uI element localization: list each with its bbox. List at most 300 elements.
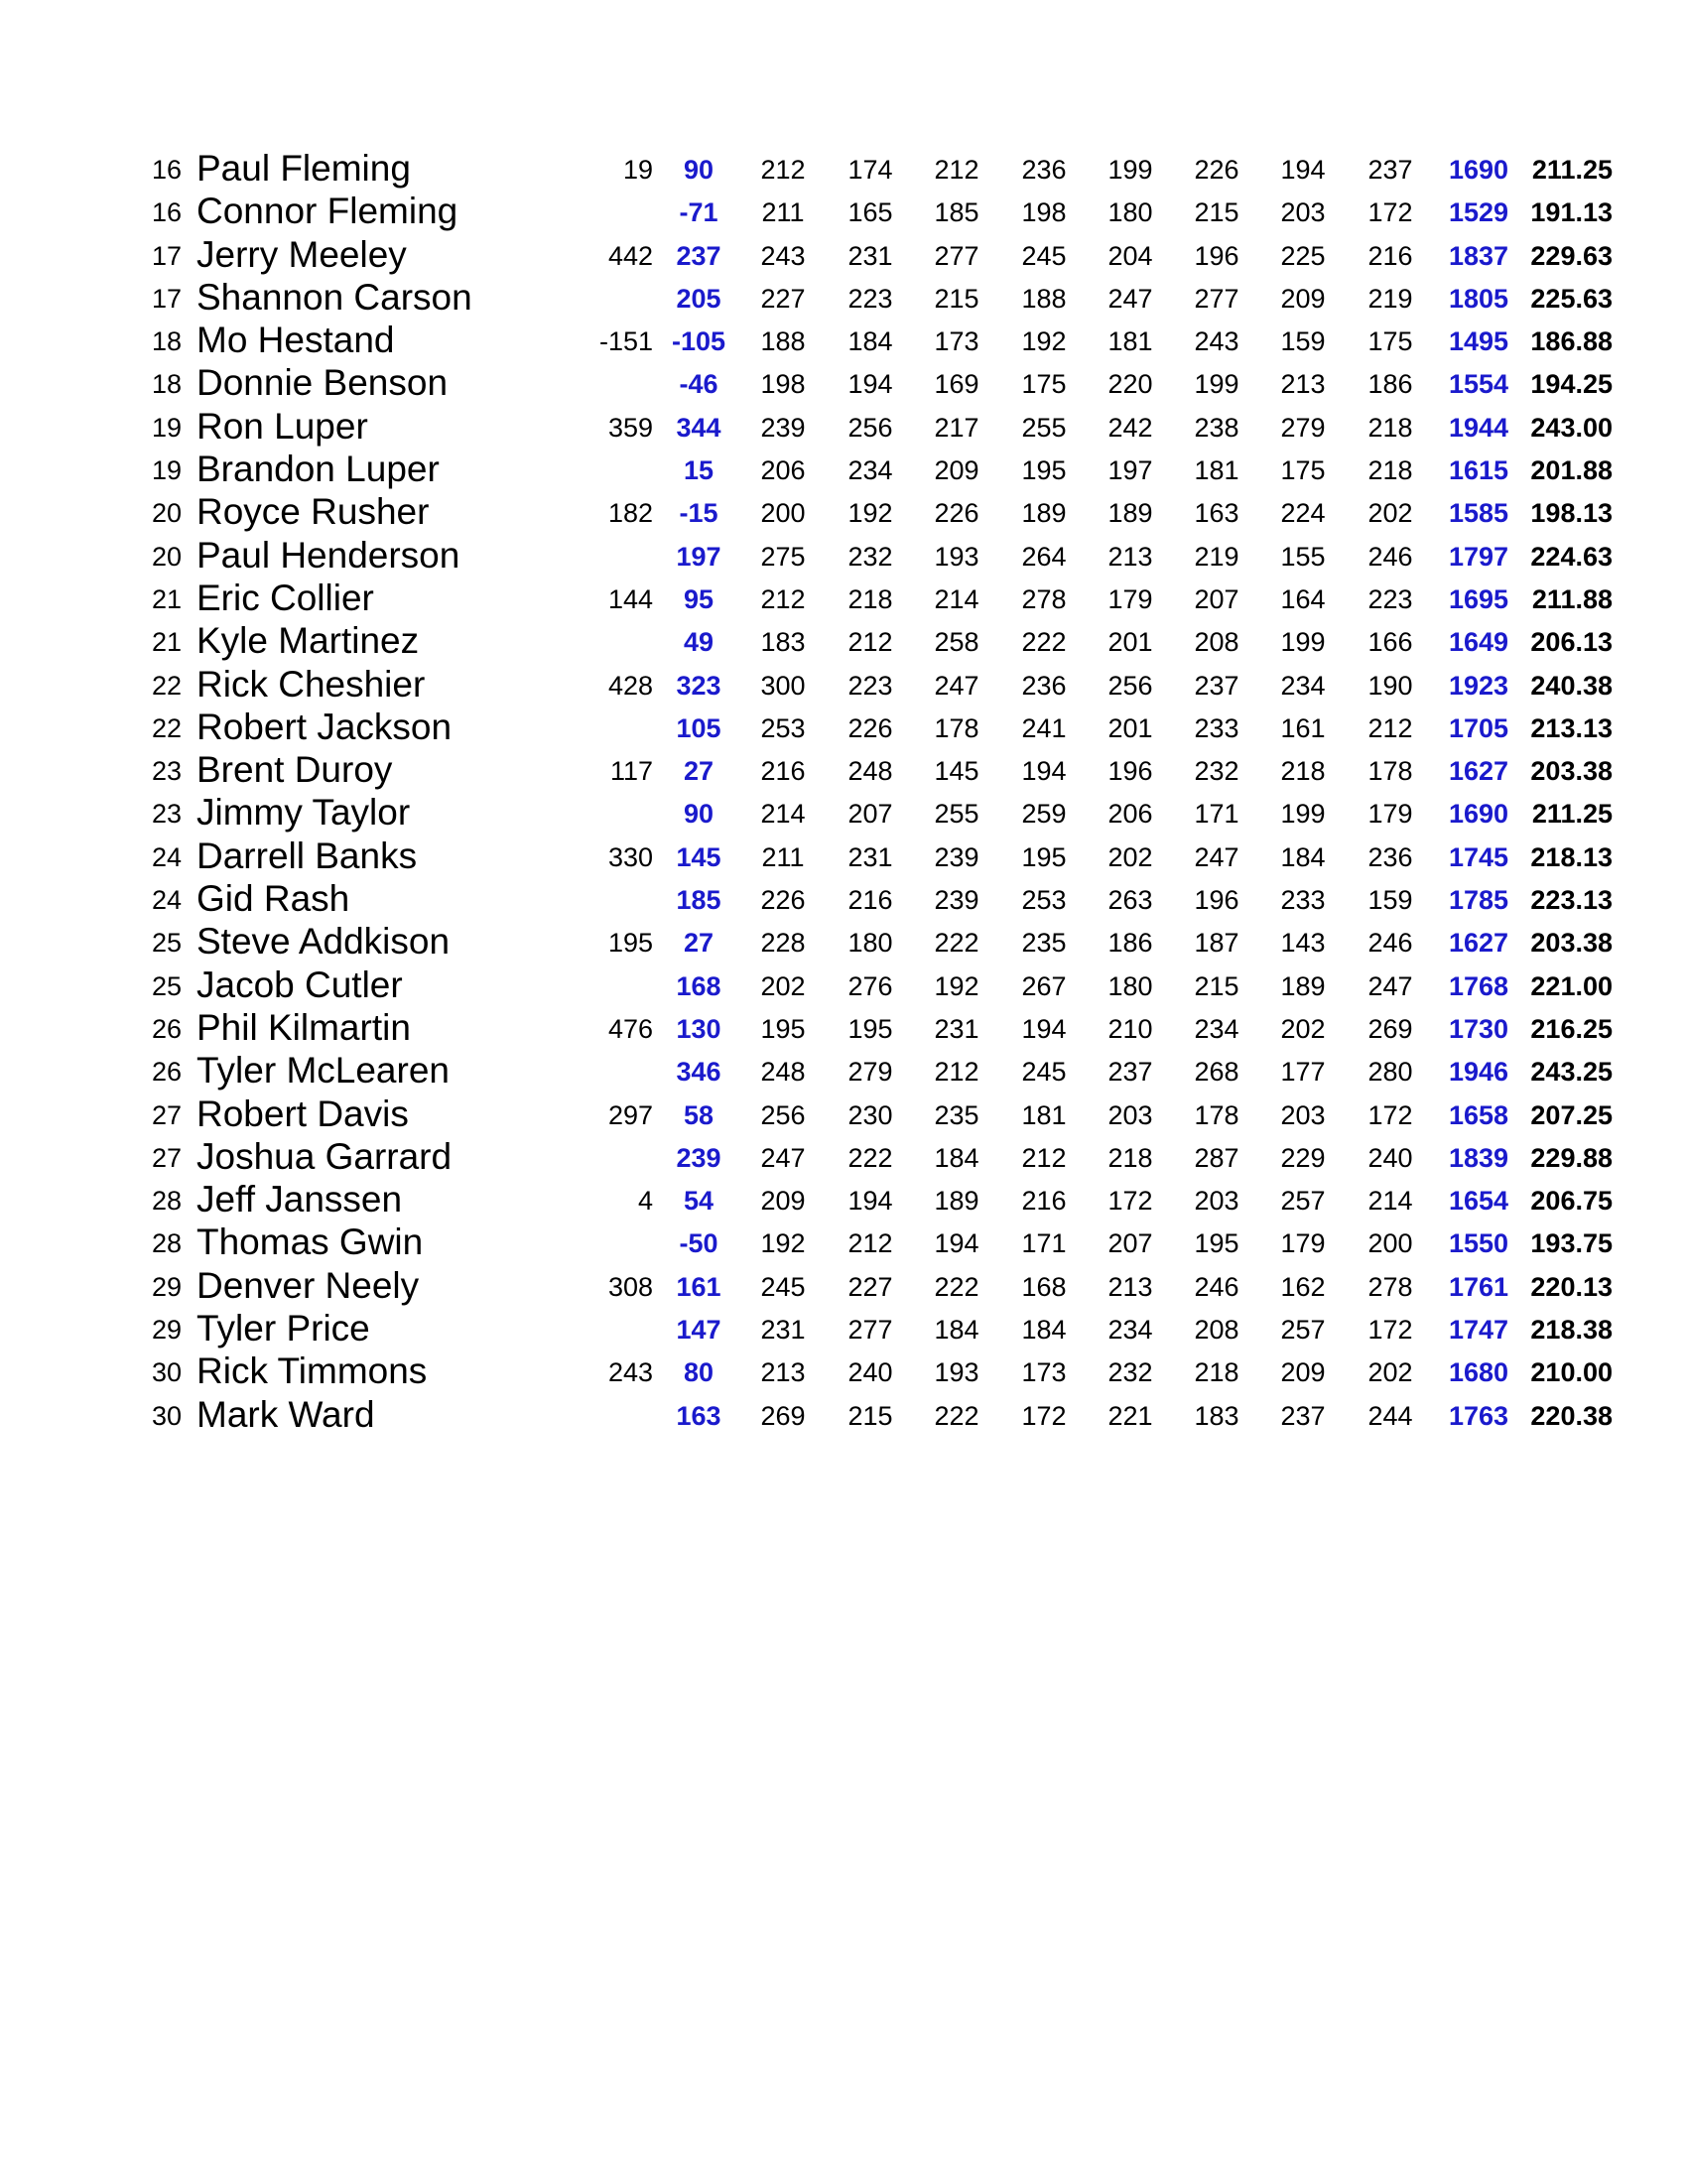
game-score-4: 172 bbox=[1021, 1400, 1067, 1431]
game-score-7: 213 bbox=[1280, 369, 1326, 400]
game-score-8: 175 bbox=[1367, 326, 1413, 357]
game-score-8: 236 bbox=[1367, 841, 1413, 872]
game-score-4: 189 bbox=[1021, 498, 1067, 529]
total-pins: 1763 bbox=[1448, 1400, 1509, 1431]
average: 220.13 bbox=[1530, 1271, 1613, 1302]
team-number: 19 bbox=[152, 412, 183, 443]
team-number: 22 bbox=[152, 712, 183, 743]
game-score-2: 194 bbox=[847, 369, 893, 400]
average: 201.88 bbox=[1530, 455, 1613, 486]
game-score-1: 256 bbox=[760, 1099, 806, 1130]
game-score-1: 269 bbox=[760, 1400, 806, 1431]
team-number: 18 bbox=[152, 369, 183, 400]
game-score-1: 227 bbox=[760, 283, 806, 314]
average: 243.25 bbox=[1530, 1057, 1613, 1088]
game-score-2: 174 bbox=[847, 155, 893, 185]
bowler-differential: 205 bbox=[676, 283, 721, 314]
pair-differential: 330 bbox=[607, 841, 653, 872]
game-score-6: 218 bbox=[1194, 1357, 1239, 1388]
game-score-5: 203 bbox=[1107, 1099, 1153, 1130]
table-row bbox=[0, 1266, 1688, 1309]
game-score-4: 236 bbox=[1021, 155, 1067, 185]
game-score-4: 195 bbox=[1021, 455, 1067, 486]
average: 225.63 bbox=[1530, 283, 1613, 314]
team-number: 23 bbox=[152, 799, 183, 830]
bowler-differential: 80 bbox=[683, 1357, 714, 1388]
game-score-4: 241 bbox=[1021, 712, 1067, 743]
team-number: 29 bbox=[152, 1315, 183, 1346]
game-score-3: 222 bbox=[934, 1271, 979, 1302]
table-row bbox=[0, 536, 1688, 578]
bowler-name: Denver Neely bbox=[196, 1264, 420, 1306]
table-row bbox=[0, 278, 1688, 321]
game-score-7: 161 bbox=[1280, 712, 1326, 743]
bowler-name: Jerry Meeley bbox=[196, 233, 407, 275]
game-score-7: 257 bbox=[1280, 1186, 1326, 1217]
game-score-5: 221 bbox=[1107, 1400, 1153, 1431]
total-pins: 1615 bbox=[1448, 455, 1509, 486]
game-score-3: 145 bbox=[934, 756, 979, 787]
game-score-5: 180 bbox=[1107, 970, 1153, 1001]
pair-differential: -151 bbox=[598, 326, 653, 357]
game-score-8: 244 bbox=[1367, 1400, 1413, 1431]
game-score-2: 240 bbox=[847, 1357, 893, 1388]
total-pins: 1805 bbox=[1448, 283, 1509, 314]
game-score-6: 208 bbox=[1194, 627, 1239, 658]
game-score-4: 278 bbox=[1021, 583, 1067, 614]
game-score-5: 199 bbox=[1107, 155, 1153, 185]
game-score-8: 214 bbox=[1367, 1186, 1413, 1217]
game-score-5: 172 bbox=[1107, 1186, 1153, 1217]
game-score-6: 181 bbox=[1194, 455, 1239, 486]
total-pins: 1495 bbox=[1448, 326, 1509, 357]
table-row bbox=[0, 707, 1688, 750]
game-score-8: 202 bbox=[1367, 498, 1413, 529]
game-score-2: 184 bbox=[847, 326, 893, 357]
game-score-6: 277 bbox=[1194, 283, 1239, 314]
game-score-2: 192 bbox=[847, 498, 893, 529]
table-row bbox=[0, 363, 1688, 406]
pair-differential: 359 bbox=[607, 412, 653, 443]
bowler-differential: 197 bbox=[676, 541, 721, 572]
game-score-3: 189 bbox=[934, 1186, 979, 1217]
bowler-name: Jacob Cutler bbox=[196, 964, 403, 1005]
table-row bbox=[0, 1137, 1688, 1180]
game-score-3: 217 bbox=[934, 412, 979, 443]
game-score-7: 179 bbox=[1280, 1228, 1326, 1259]
pair-differential: 476 bbox=[607, 1013, 653, 1044]
game-score-5: 263 bbox=[1107, 885, 1153, 916]
game-score-4: 195 bbox=[1021, 841, 1067, 872]
game-score-3: 226 bbox=[934, 498, 979, 529]
total-pins: 1550 bbox=[1448, 1228, 1509, 1259]
game-score-4: 188 bbox=[1021, 283, 1067, 314]
game-score-1: 275 bbox=[760, 541, 806, 572]
bowler-name: Mark Ward bbox=[196, 1393, 375, 1435]
total-pins: 1797 bbox=[1448, 541, 1509, 572]
game-score-6: 207 bbox=[1194, 583, 1239, 614]
game-score-5: 201 bbox=[1107, 712, 1153, 743]
table-row bbox=[0, 879, 1688, 922]
average: 211.88 bbox=[1531, 583, 1613, 614]
game-score-8: 178 bbox=[1367, 756, 1413, 787]
average: 218.38 bbox=[1530, 1315, 1613, 1346]
game-score-1: 198 bbox=[760, 369, 806, 400]
game-score-1: 212 bbox=[760, 583, 806, 614]
bowler-differential: -46 bbox=[679, 369, 718, 400]
team-number: 16 bbox=[152, 197, 183, 228]
game-score-6: 232 bbox=[1194, 756, 1239, 787]
game-score-4: 175 bbox=[1021, 369, 1067, 400]
bowler-differential: -15 bbox=[679, 498, 718, 529]
average: 194.25 bbox=[1530, 369, 1613, 400]
total-pins: 1837 bbox=[1448, 240, 1509, 271]
game-score-3: 239 bbox=[934, 841, 979, 872]
game-score-2: 207 bbox=[847, 799, 893, 830]
total-pins: 1946 bbox=[1448, 1057, 1509, 1088]
game-score-1: 183 bbox=[760, 627, 806, 658]
game-score-7: 194 bbox=[1280, 155, 1326, 185]
game-score-7: 203 bbox=[1280, 1099, 1326, 1130]
game-score-2: 231 bbox=[847, 240, 893, 271]
game-score-1: 247 bbox=[760, 1142, 806, 1173]
game-score-7: 279 bbox=[1280, 412, 1326, 443]
bowler-name: Ron Luper bbox=[196, 405, 368, 447]
pair-differential: 243 bbox=[607, 1357, 653, 1388]
bowler-differential: 90 bbox=[683, 155, 714, 185]
bowler-differential: -71 bbox=[679, 197, 718, 228]
game-score-1: 245 bbox=[760, 1271, 806, 1302]
game-score-3: 222 bbox=[934, 928, 979, 959]
game-score-4: 245 bbox=[1021, 1057, 1067, 1088]
game-score-3: 209 bbox=[934, 455, 979, 486]
bowler-name: Darrell Banks bbox=[196, 835, 418, 876]
game-score-3: 212 bbox=[934, 155, 979, 185]
average: 198.13 bbox=[1530, 498, 1613, 529]
standings-table bbox=[0, 149, 1688, 1438]
average: 216.25 bbox=[1530, 1013, 1613, 1044]
average: 223.13 bbox=[1530, 885, 1613, 916]
game-score-1: 188 bbox=[760, 326, 806, 357]
team-number: 20 bbox=[152, 498, 183, 529]
game-score-4: 212 bbox=[1021, 1142, 1067, 1173]
game-score-2: 223 bbox=[847, 670, 893, 701]
game-score-3: 235 bbox=[934, 1099, 979, 1130]
bowler-name: Rick Cheshier bbox=[196, 663, 426, 705]
game-score-8: 278 bbox=[1367, 1271, 1413, 1302]
game-score-8: 237 bbox=[1367, 155, 1413, 185]
total-pins: 1695 bbox=[1448, 583, 1509, 614]
game-score-1: 212 bbox=[760, 155, 806, 185]
bowler-name: Donnie Benson bbox=[196, 362, 449, 404]
total-pins: 1768 bbox=[1448, 970, 1509, 1001]
table-row bbox=[0, 750, 1688, 793]
game-score-1: 214 bbox=[760, 799, 806, 830]
game-score-6: 237 bbox=[1194, 670, 1239, 701]
table-row bbox=[0, 407, 1688, 450]
bowler-differential: 346 bbox=[676, 1057, 721, 1088]
average: 186.88 bbox=[1530, 326, 1613, 357]
team-number: 27 bbox=[152, 1099, 183, 1130]
game-score-5: 210 bbox=[1107, 1013, 1153, 1044]
team-number: 28 bbox=[152, 1228, 183, 1259]
total-pins: 1745 bbox=[1448, 841, 1509, 872]
game-score-6: 171 bbox=[1194, 799, 1239, 830]
game-score-3: 169 bbox=[934, 369, 979, 400]
game-score-2: 232 bbox=[847, 541, 893, 572]
bowler-differential: 237 bbox=[676, 240, 721, 271]
bowler-name: Joshua Garrard bbox=[196, 1135, 453, 1177]
bowler-differential: 145 bbox=[676, 841, 721, 872]
game-score-6: 196 bbox=[1194, 885, 1239, 916]
game-score-6: 287 bbox=[1194, 1142, 1239, 1173]
game-score-4: 267 bbox=[1021, 970, 1067, 1001]
game-score-4: 194 bbox=[1021, 756, 1067, 787]
game-score-7: 257 bbox=[1280, 1315, 1326, 1346]
team-number: 29 bbox=[152, 1271, 183, 1302]
game-score-5: 220 bbox=[1107, 369, 1153, 400]
average: 240.38 bbox=[1530, 670, 1613, 701]
game-score-8: 240 bbox=[1367, 1142, 1413, 1173]
pair-differential: 308 bbox=[607, 1271, 653, 1302]
pair-differential: 117 bbox=[609, 756, 653, 787]
game-score-4: 198 bbox=[1021, 197, 1067, 228]
bowler-differential: 95 bbox=[683, 583, 714, 614]
game-score-2: 195 bbox=[847, 1013, 893, 1044]
bowler-name: Paul Henderson bbox=[196, 534, 460, 576]
game-score-8: 246 bbox=[1367, 928, 1413, 959]
game-score-6: 243 bbox=[1194, 326, 1239, 357]
game-score-4: 216 bbox=[1021, 1186, 1067, 1217]
game-score-5: 232 bbox=[1107, 1357, 1153, 1388]
game-score-7: 199 bbox=[1280, 799, 1326, 830]
game-score-4: 168 bbox=[1021, 1271, 1067, 1302]
game-score-3: 277 bbox=[934, 240, 979, 271]
table-row bbox=[0, 965, 1688, 1008]
total-pins: 1529 bbox=[1448, 197, 1509, 228]
game-score-4: 255 bbox=[1021, 412, 1067, 443]
bowler-differential: 130 bbox=[676, 1013, 721, 1044]
average: 213.13 bbox=[1530, 712, 1613, 743]
total-pins: 1761 bbox=[1448, 1271, 1509, 1302]
total-pins: 1554 bbox=[1448, 369, 1509, 400]
average: 207.25 bbox=[1530, 1099, 1613, 1130]
bowler-differential: 168 bbox=[676, 970, 721, 1001]
game-score-3: 178 bbox=[934, 712, 979, 743]
game-score-1: 211 bbox=[761, 841, 805, 872]
average: 193.75 bbox=[1530, 1228, 1613, 1259]
game-score-1: 202 bbox=[760, 970, 806, 1001]
bowler-name: Robert Davis bbox=[196, 1092, 409, 1134]
bowler-differential: 239 bbox=[676, 1142, 721, 1173]
team-number: 26 bbox=[152, 1057, 183, 1088]
game-score-8: 280 bbox=[1367, 1057, 1413, 1088]
game-score-6: 215 bbox=[1194, 197, 1239, 228]
game-score-6: 183 bbox=[1194, 1400, 1239, 1431]
game-score-8: 219 bbox=[1367, 283, 1413, 314]
game-score-1: 213 bbox=[760, 1357, 806, 1388]
bowler-differential: 161 bbox=[676, 1271, 721, 1302]
bowler-name: Jeff Janssen bbox=[196, 1179, 403, 1220]
game-score-4: 236 bbox=[1021, 670, 1067, 701]
game-score-3: 239 bbox=[934, 885, 979, 916]
table-row bbox=[0, 1222, 1688, 1265]
table-row bbox=[0, 1051, 1688, 1093]
team-number: 26 bbox=[152, 1013, 183, 1044]
team-number: 30 bbox=[152, 1400, 183, 1431]
team-number: 17 bbox=[152, 283, 183, 314]
average: 211.25 bbox=[1531, 155, 1613, 185]
game-score-1: 239 bbox=[760, 412, 806, 443]
bowler-name: Kyle Martinez bbox=[196, 620, 420, 662]
game-score-3: 214 bbox=[934, 583, 979, 614]
game-score-3: 193 bbox=[934, 1357, 979, 1388]
game-score-2: 165 bbox=[847, 197, 893, 228]
total-pins: 1690 bbox=[1448, 155, 1509, 185]
team-number: 28 bbox=[152, 1186, 183, 1217]
bowler-differential: 54 bbox=[683, 1186, 714, 1217]
bowler-name: Brent Duroy bbox=[196, 749, 393, 791]
table-row bbox=[0, 665, 1688, 707]
total-pins: 1680 bbox=[1448, 1357, 1509, 1388]
bowler-differential: -105 bbox=[671, 326, 726, 357]
game-score-7: 155 bbox=[1280, 541, 1326, 572]
table-row bbox=[0, 149, 1688, 192]
table-row bbox=[0, 1180, 1688, 1222]
pair-differential: 182 bbox=[607, 498, 653, 529]
game-score-5: 247 bbox=[1107, 283, 1153, 314]
game-score-7: 189 bbox=[1280, 970, 1326, 1001]
table-row bbox=[0, 922, 1688, 964]
bowler-name: Mo Hestand bbox=[196, 320, 395, 361]
game-score-4: 253 bbox=[1021, 885, 1067, 916]
game-score-2: 276 bbox=[847, 970, 893, 1001]
game-score-4: 245 bbox=[1021, 240, 1067, 271]
table-row bbox=[0, 1395, 1688, 1438]
game-score-7: 237 bbox=[1280, 1400, 1326, 1431]
team-number: 19 bbox=[152, 455, 183, 486]
game-score-2: 231 bbox=[847, 841, 893, 872]
game-score-6: 247 bbox=[1194, 841, 1239, 872]
bowler-differential: 185 bbox=[676, 885, 721, 916]
table-row bbox=[0, 578, 1688, 621]
team-number: 20 bbox=[152, 541, 183, 572]
game-score-7: 177 bbox=[1280, 1057, 1326, 1088]
game-score-1: 200 bbox=[760, 498, 806, 529]
game-score-3: 255 bbox=[934, 799, 979, 830]
game-score-8: 166 bbox=[1367, 627, 1413, 658]
game-score-3: 212 bbox=[934, 1057, 979, 1088]
game-score-6: 187 bbox=[1194, 928, 1239, 959]
total-pins: 1658 bbox=[1448, 1099, 1509, 1130]
game-score-4: 259 bbox=[1021, 799, 1067, 830]
game-score-8: 172 bbox=[1367, 197, 1413, 228]
game-score-5: 204 bbox=[1107, 240, 1153, 271]
game-score-3: 194 bbox=[934, 1228, 979, 1259]
bowler-differential: 27 bbox=[683, 928, 714, 959]
game-score-6: 178 bbox=[1194, 1099, 1239, 1130]
game-score-2: 194 bbox=[847, 1186, 893, 1217]
bowler-name: Eric Collier bbox=[196, 577, 374, 618]
game-score-7: 209 bbox=[1280, 283, 1326, 314]
game-score-4: 171 bbox=[1021, 1228, 1067, 1259]
bowler-differential: 27 bbox=[683, 756, 714, 787]
team-number: 17 bbox=[152, 240, 183, 271]
average: 220.38 bbox=[1530, 1400, 1613, 1431]
game-score-5: 186 bbox=[1107, 928, 1153, 959]
game-score-5: 237 bbox=[1107, 1057, 1153, 1088]
average: 229.88 bbox=[1530, 1142, 1613, 1173]
game-score-8: 200 bbox=[1367, 1228, 1413, 1259]
game-score-7: 234 bbox=[1280, 670, 1326, 701]
game-score-2: 277 bbox=[847, 1315, 893, 1346]
team-number: 23 bbox=[152, 756, 183, 787]
average: 221.00 bbox=[1530, 970, 1613, 1001]
game-score-8: 218 bbox=[1367, 455, 1413, 486]
game-score-4: 173 bbox=[1021, 1357, 1067, 1388]
game-score-6: 196 bbox=[1194, 240, 1239, 271]
game-score-8: 246 bbox=[1367, 541, 1413, 572]
total-pins: 1585 bbox=[1448, 498, 1509, 529]
total-pins: 1627 bbox=[1448, 928, 1509, 959]
game-score-1: 253 bbox=[760, 712, 806, 743]
game-score-6: 199 bbox=[1194, 369, 1239, 400]
bowler-differential: 90 bbox=[683, 799, 714, 830]
pair-differential: 4 bbox=[637, 1186, 653, 1217]
bowler-differential: 163 bbox=[676, 1400, 721, 1431]
game-score-3: 247 bbox=[934, 670, 979, 701]
bowler-differential: 15 bbox=[683, 455, 714, 486]
game-score-3: 184 bbox=[934, 1315, 979, 1346]
game-score-8: 223 bbox=[1367, 583, 1413, 614]
average: 211.25 bbox=[1531, 799, 1613, 830]
game-score-8: 202 bbox=[1367, 1357, 1413, 1388]
game-score-8: 218 bbox=[1367, 412, 1413, 443]
game-score-7: 159 bbox=[1280, 326, 1326, 357]
game-score-8: 179 bbox=[1367, 799, 1413, 830]
table-row bbox=[0, 793, 1688, 835]
total-pins: 1627 bbox=[1448, 756, 1509, 787]
game-score-7: 218 bbox=[1280, 756, 1326, 787]
game-score-1: 226 bbox=[760, 885, 806, 916]
game-score-1: 243 bbox=[760, 240, 806, 271]
game-score-5: 179 bbox=[1107, 583, 1153, 614]
pair-differential: 19 bbox=[622, 155, 653, 185]
game-score-7: 209 bbox=[1280, 1357, 1326, 1388]
average: 218.13 bbox=[1530, 841, 1613, 872]
bowler-differential: 49 bbox=[683, 627, 714, 658]
bowler-name: Royce Rusher bbox=[196, 491, 430, 533]
average: 203.38 bbox=[1530, 756, 1613, 787]
game-score-8: 172 bbox=[1367, 1099, 1413, 1130]
game-score-2: 216 bbox=[847, 885, 893, 916]
team-number: 22 bbox=[152, 670, 183, 701]
game-score-5: 202 bbox=[1107, 841, 1153, 872]
game-score-3: 185 bbox=[934, 197, 979, 228]
pair-differential: 195 bbox=[607, 928, 653, 959]
game-score-1: 300 bbox=[760, 670, 806, 701]
bowler-name: Robert Jackson bbox=[196, 706, 453, 747]
total-pins: 1649 bbox=[1448, 627, 1509, 658]
game-score-6: 215 bbox=[1194, 970, 1239, 1001]
team-number: 21 bbox=[152, 583, 183, 614]
pair-differential: 144 bbox=[607, 583, 653, 614]
game-score-5: 234 bbox=[1107, 1315, 1153, 1346]
game-score-4: 222 bbox=[1021, 627, 1067, 658]
game-score-3: 231 bbox=[934, 1013, 979, 1044]
game-score-8: 190 bbox=[1367, 670, 1413, 701]
team-number: 21 bbox=[152, 627, 183, 658]
